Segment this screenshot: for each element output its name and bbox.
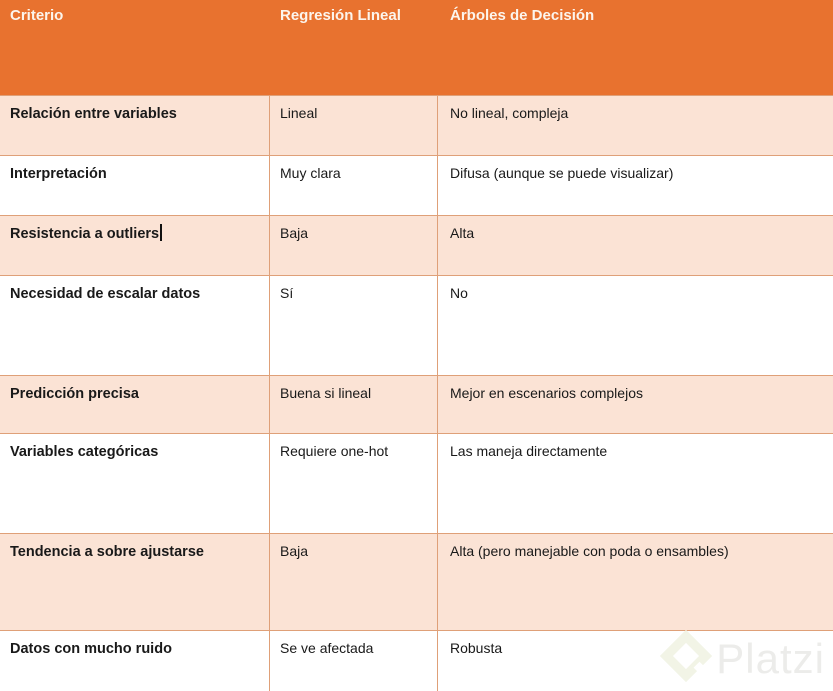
criterio-cell[interactable]: [0, 434, 270, 533]
regresion-cell[interactable]: Requiere one-hot: [270, 434, 438, 533]
arboles-cell[interactable]: No: [450, 285, 468, 301]
criterio-label: Predicción precisa: [10, 386, 139, 402]
arboles-cell[interactable]: No lineal, compleja: [450, 105, 569, 121]
criterio-cell[interactable]: [0, 276, 270, 375]
regresion-cell[interactable]: Baja: [270, 216, 438, 275]
regresion-cell[interactable]: Buena si lineal: [270, 376, 438, 433]
criterio-label: Necesidad de escalar datos: [10, 286, 201, 302]
criterio-cell[interactable]: [0, 156, 270, 215]
arboles-cell[interactable]: Alta: [450, 225, 475, 241]
table-row: [0, 155, 833, 215]
arboles-cell[interactable]: Alta (pero manejable con poda o ensambles): [450, 543, 729, 559]
header-cell-arboles-decision[interactable]: Árboles de Decisión: [450, 7, 595, 24]
arboles-cell[interactable]: Difusa (aunque se puede visualizar): [450, 165, 674, 181]
table-row: [0, 533, 833, 630]
table-row: [0, 95, 833, 155]
regresion-cell[interactable]: Muy clara: [270, 156, 438, 215]
criterio-cell[interactable]: [0, 631, 270, 691]
arboles-cell[interactable]: Mejor en escenarios complejos: [450, 385, 643, 401]
header-cell-regresion-lineal[interactable]: Regresión Lineal: [280, 7, 401, 24]
header-cell-criterio[interactable]: Criterio: [10, 7, 64, 24]
platzi-brand-text: Platzi: [716, 634, 825, 682]
table-row: [0, 275, 833, 375]
criterio-label: Resistencia a outliers: [10, 226, 160, 242]
regresion-cell[interactable]: Sí: [270, 276, 438, 375]
criterio-label: Relación entre variables: [10, 106, 177, 122]
table-header-row: [0, 0, 833, 95]
regresion-cell[interactable]: Baja: [270, 534, 438, 630]
criterio-label: Variables categóricas: [10, 444, 159, 460]
arboles-cell[interactable]: Robusta: [450, 640, 503, 656]
criterio-cell[interactable]: [0, 216, 270, 275]
arboles-cell[interactable]: Las maneja directamente: [450, 443, 608, 459]
regresion-cell[interactable]: Lineal: [270, 96, 438, 155]
table-row: [0, 630, 833, 691]
criterio-cell[interactable]: [0, 376, 270, 433]
criterio-cell[interactable]: [0, 96, 270, 155]
criterio-label: Tendencia a sobre ajustarse: [10, 544, 204, 560]
regresion-cell[interactable]: Se ve afectada: [270, 631, 438, 691]
criterio-label: Interpretación: [10, 166, 107, 182]
table-row: [0, 215, 833, 275]
table-row: [0, 375, 833, 433]
table-row: [0, 433, 833, 533]
criterio-cell[interactable]: [0, 534, 270, 630]
text-cursor: [160, 224, 162, 241]
criterio-label: Datos con mucho ruido: [10, 641, 172, 657]
